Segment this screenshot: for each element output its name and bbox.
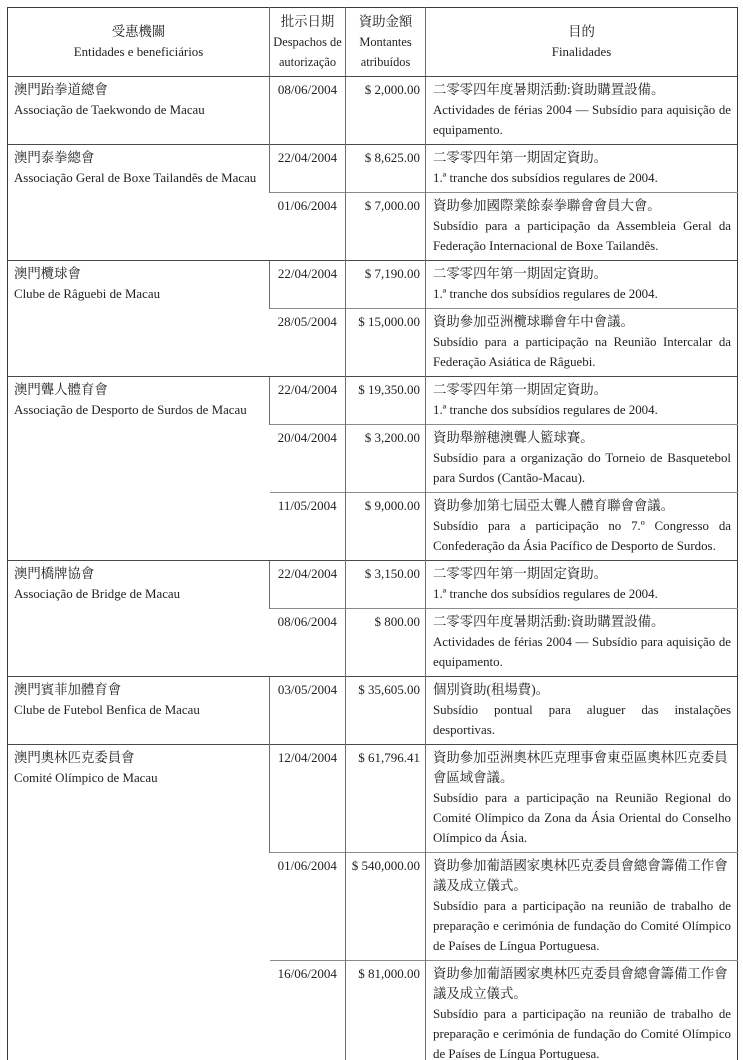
date-cell: 22/04/2004: [270, 377, 346, 425]
purpose-zh: 資助參加亞洲欖球聯會年中會議。: [433, 314, 634, 329]
header-purpose-zh: 目的: [568, 24, 595, 39]
table-row: [8, 377, 738, 425]
amount-cell: $ 61,796.41: [346, 745, 426, 853]
entity-name-zh: 澳門橋牌協會: [14, 566, 95, 581]
header-entities-pt: Entidades e beneficiários: [73, 45, 204, 59]
header-row: [8, 8, 738, 77]
amount-cell: $ 35,605.00: [346, 677, 426, 745]
purpose-zh: 二零零四年第一期固定資助。: [433, 150, 608, 165]
purpose-zh: 資助參加國際業餘泰拳聯會會員大會。: [433, 198, 661, 213]
entity-name-zh: 澳門欖球會: [14, 266, 81, 281]
entity-name-zh: 澳門跆拳道總會: [14, 82, 108, 97]
amount-cell: $ 3,150.00: [346, 561, 426, 609]
entity-name-zh: 澳門聾人體育會: [14, 382, 108, 397]
purpose-pt: Actividades de férias 2004 — Subsídio para aquisição de equipamento.: [433, 103, 731, 137]
amount-cell: $ 7,000.00: [346, 193, 426, 261]
purpose-pt: Subsídio para a participação na reunião de trabalho de preparação e cerimónia de fundação do Comité Olímpico de Países de Língua Portuguesa.: [433, 1007, 731, 1060]
entity-name-pt: Comité Olímpico de Macau: [14, 771, 158, 785]
header-purpose: [426, 8, 738, 77]
date-cell: 03/05/2004: [270, 677, 346, 745]
entity-name-zh: 澳門泰拳總會: [14, 150, 95, 165]
purpose-zh: 二零零四年第一期固定資助。: [433, 566, 608, 581]
amount-cell: $ 9,000.00: [346, 493, 426, 561]
purpose-pt: 1.ª tranche dos subsídios regulares de 2004.: [433, 403, 658, 417]
purpose-cell: [426, 261, 738, 309]
amount-cell: $ 81,000.00: [346, 961, 426, 1060]
date-cell: 01/06/2004: [270, 853, 346, 961]
header-purpose-pt: Finalidades: [551, 45, 612, 59]
purpose-cell: [426, 377, 738, 425]
purpose-cell: [426, 77, 738, 145]
subsidy-table: [7, 7, 738, 1060]
date-cell: 22/04/2004: [270, 145, 346, 193]
purpose-pt: Subsídio para a participação na reunião de trabalho de preparação e cerimónia de fundação do Comité Olímpico de Países de Língua Portuguesa.: [433, 899, 731, 953]
purpose-cell: [426, 493, 738, 561]
table-row: [8, 145, 738, 193]
amount-cell: $ 7,190.00: [346, 261, 426, 309]
entity-cell: [8, 377, 270, 561]
entity-name-pt: Clube de Râguebi de Macau: [14, 287, 161, 301]
date-cell: 01/06/2004: [270, 193, 346, 261]
purpose-zh: 資助參加第七屆亞太聾人體育聯會會議。: [433, 498, 675, 513]
purpose-zh: 二零零四年度暑期活動:資助購置設備。: [433, 614, 665, 629]
table-row: [8, 77, 738, 145]
amount-cell: $ 540,000.00: [346, 853, 426, 961]
table-row: [8, 677, 738, 745]
purpose-cell: [426, 745, 738, 853]
date-cell: 11/05/2004: [270, 493, 346, 561]
entity-cell: [8, 145, 270, 261]
entity-cell: [8, 677, 270, 745]
purpose-cell: [426, 609, 738, 677]
purpose-cell: [426, 425, 738, 493]
purpose-zh: 二零零四年第一期固定資助。: [433, 266, 608, 281]
amount-cell: $ 19,350.00: [346, 377, 426, 425]
header-date: [270, 8, 346, 77]
purpose-zh: 二零零四年度暑期活動:資助購置設備。: [433, 82, 665, 97]
entity-name-pt: Associação de Taekwondo de Macau: [14, 103, 205, 117]
purpose-zh: 個別資助(租場費)。: [433, 682, 550, 697]
header-date-zh: 批示日期: [280, 14, 335, 29]
date-cell: 16/06/2004: [270, 961, 346, 1060]
header-entities-zh: 受惠機關: [111, 24, 166, 39]
purpose-zh: 資助參加亞洲奧林匹克理事會東亞區奧林匹克委員會區域會議。: [433, 750, 728, 785]
entity-name-pt: Associação de Desporto de Surdos de Macau: [14, 403, 247, 417]
purpose-pt: 1.ª tranche dos subsídios regulares de 2004.: [433, 287, 658, 301]
purpose-cell: [426, 961, 738, 1060]
date-cell: 20/04/2004: [270, 425, 346, 493]
table-row: [8, 561, 738, 609]
amount-cell: $ 800.00: [346, 609, 426, 677]
purpose-pt: Subsídio para a participação da Assembleia Geral da Federação Internacional de Boxe Tailandês.: [433, 219, 731, 253]
purpose-zh: 資助參加葡語國家奧林匹克委員會總會籌備工作會議及成立儀式。: [433, 858, 728, 893]
purpose-zh: 資助舉辦穗澳聾人籃球賽。: [433, 430, 594, 445]
date-cell: 08/06/2004: [270, 609, 346, 677]
purpose-pt: Subsídio para a participação na Reunião Intercalar da Federação Asiática de Râguebi.: [433, 335, 731, 369]
table-row: [8, 261, 738, 309]
date-cell: 08/06/2004: [270, 77, 346, 145]
purpose-cell: [426, 853, 738, 961]
table-row: [8, 745, 738, 853]
purpose-pt: Actividades de férias 2004 — Subsídio para aquisição de equipamento.: [433, 635, 731, 669]
purpose-pt: Subsídio para a participação no 7.º Congresso da Confederação da Ásia Pacífico de Desporto de Surdos.: [433, 519, 731, 553]
purpose-zh: 二零零四年第一期固定資助。: [433, 382, 608, 397]
date-cell: 22/04/2004: [270, 561, 346, 609]
date-cell: 28/05/2004: [270, 309, 346, 377]
date-cell: 12/04/2004: [270, 745, 346, 853]
entity-name-pt: Associação Geral de Boxe Tailandês de Macau: [14, 171, 257, 185]
purpose-pt: 1.ª tranche dos subsídios regulares de 2004.: [433, 587, 658, 601]
purpose-pt: 1.ª tranche dos subsídios regulares de 2004.: [433, 171, 658, 185]
purpose-cell: [426, 309, 738, 377]
purpose-pt: Subsídio para a participação na Reunião Regional do Comité Olímpico da Zona da Ásia Oriental do Conselho Olímpico da Ásia.: [433, 791, 731, 845]
entity-name-zh: 澳門賓菲加體育會: [14, 682, 122, 697]
amount-cell: $ 15,000.00: [346, 309, 426, 377]
amount-cell: $ 8,625.00: [346, 145, 426, 193]
header-amount: [346, 8, 426, 77]
amount-cell: $ 3,200.00: [346, 425, 426, 493]
amount-cell: $ 2,000.00: [346, 77, 426, 145]
purpose-cell: [426, 561, 738, 609]
entity-name-pt: Associação de Bridge de Macau: [14, 587, 181, 601]
purpose-zh: 資助參加葡語國家奧林匹克委員會總會籌備工作會議及成立儀式。: [433, 966, 728, 1001]
purpose-pt: Subsídio para a organização do Torneio de Basquetebol para Surdos (Cantão-Macau).: [433, 451, 731, 485]
entity-cell: [8, 561, 270, 677]
purpose-pt: Subsídio pontual para aluguer das instalações desportivas.: [433, 703, 731, 737]
entity-cell: [8, 77, 270, 145]
entity-cell: [8, 745, 270, 1060]
date-cell: 22/04/2004: [270, 261, 346, 309]
purpose-cell: [426, 193, 738, 261]
header-entities: [8, 8, 270, 77]
purpose-cell: [426, 677, 738, 745]
purpose-cell: [426, 145, 738, 193]
header-amount-zh: 資助金額: [358, 14, 413, 29]
header-amount-pt: Montantes atribuídos: [359, 35, 412, 69]
header-date-pt: Despachos de autorização: [273, 35, 342, 69]
entity-name-zh: 澳門奧林匹克委員會: [14, 750, 135, 765]
entity-cell: [8, 261, 270, 377]
entity-name-pt: Clube de Futebol Benfica de Macau: [14, 703, 200, 717]
